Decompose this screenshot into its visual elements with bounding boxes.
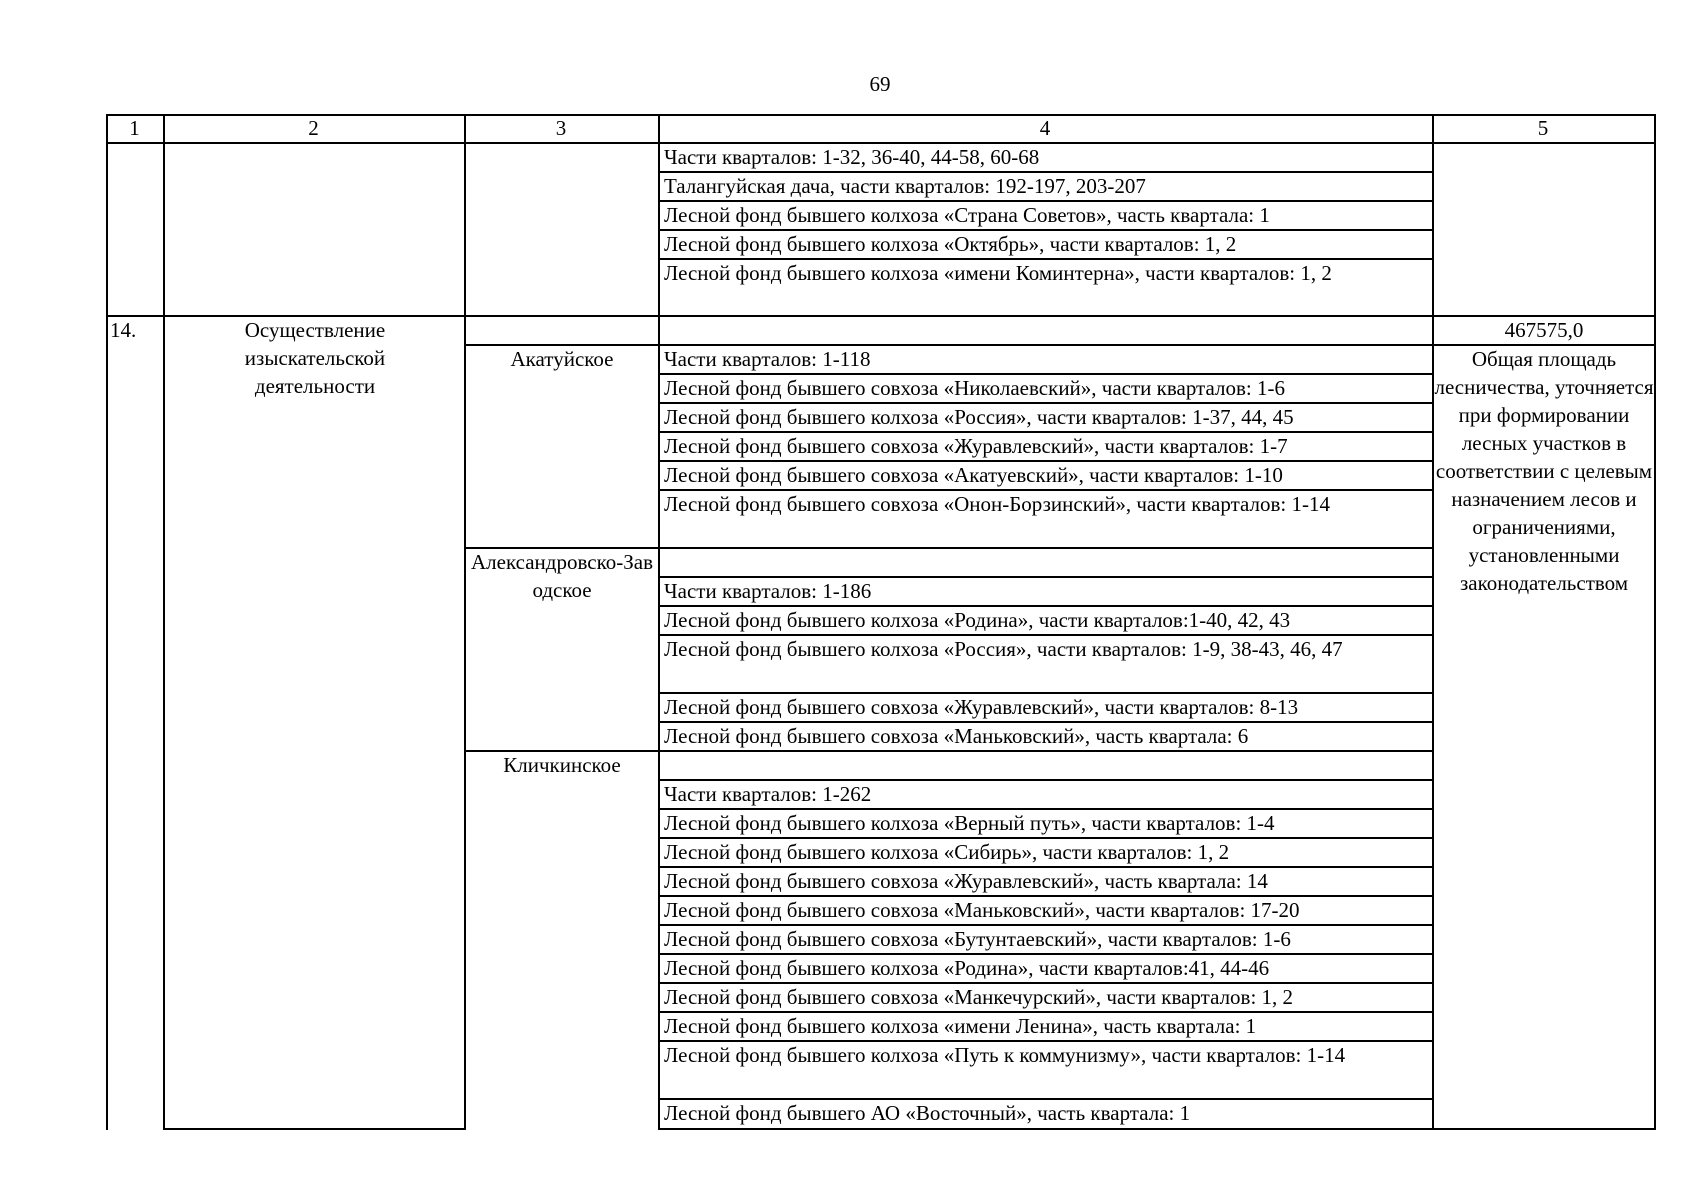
header-col-3: 3 [555, 116, 567, 140]
table-row: Лесной фонд бывшего совхоза «Бутунтаевский», части кварталов: 1-6 [664, 927, 1291, 951]
table-row: Талангуйская дача, части кварталов: 192-197, 203-207 [664, 174, 1146, 198]
table-row: Части кварталов: 1-186 [664, 579, 872, 603]
table-row: Лесной фонд бывшего совхоза «Журавлевский», части кварталов: 1-7 [664, 434, 1288, 458]
table-row: Лесной фонд бывшего колхоза «Сибирь», части кварталов: 1, 2 [664, 840, 1230, 864]
col4-5-bottom-border [658, 1128, 1656, 1130]
table-row: Лесной фонд бывшего совхоза «Онон-Борзинский», части кварталов: 1-14 [664, 492, 1331, 516]
forestry-name: Акатуйское [510, 347, 614, 371]
table-row: Лесной фонд бывшего совхоза «Журавлевский», часть квартала: 14 [664, 869, 1268, 893]
area-note: Общая площадь лесничества, уточняется при формировании лесных участков в соответствии с целевым назначением лесов и ограничениями, установленными законодательством [1434, 347, 1654, 595]
table-row: Лесной фонд бывшего совхоза «Акатуевский», части кварталов: 1-10 [664, 463, 1283, 487]
table-row: Лесной фонд бывшего колхоза «Страна Советов», часть квартала: 1 [664, 203, 1270, 227]
forestry-name: Кличкинское [503, 753, 621, 777]
col-divider-2 [464, 114, 466, 1130]
activity-name: Осуществление изыскательской деятельности [244, 318, 386, 398]
row-number: 14. [110, 318, 137, 342]
total-area: 467575,0 [1504, 318, 1584, 342]
table-row: Лесной фонд бывшего колхоза «Родина», части кварталов:41, 44-46 [664, 956, 1270, 980]
header-col-2: 2 [308, 116, 319, 140]
col2-bottom-border [163, 1128, 466, 1130]
table-border-right [1654, 114, 1656, 1130]
table-row: Лесной фонд бывшего АО «Восточный», часть квартала: 1 [664, 1101, 1191, 1125]
col-divider-1 [163, 114, 165, 1130]
page-number: 69 [869, 72, 891, 96]
col-divider-4 [1432, 114, 1434, 1130]
table-row: Лесной фонд бывшего совхоза «Журавлевский», части кварталов: 8-13 [664, 695, 1299, 719]
table-row: Части кварталов: 1-32, 36-40, 44-58, 60-68 [664, 145, 1040, 169]
table-row: Лесной фонд бывшего колхоза «Путь к коммунизму», части кварталов: 1-14 [664, 1043, 1346, 1067]
table-row: Части кварталов: 1-118 [664, 347, 871, 371]
table-row: Лесной фонд бывшего совхоза «Маньковский», часть квартала: 6 [664, 724, 1249, 748]
table-row: Части кварталов: 1-262 [664, 782, 872, 806]
forestry-table [106, 114, 1656, 1130]
table-row: Лесной фонд бывшего совхоза «Манкечурский», части кварталов: 1, 2 [664, 985, 1294, 1009]
forestry-name: Александровско-Заводское [471, 550, 653, 602]
table-border-left [106, 114, 108, 1130]
table-row: Лесной фонд бывшего колхоза «Октябрь», части кварталов: 1, 2 [664, 232, 1237, 256]
header-col-5: 5 [1537, 116, 1549, 140]
table-row: Лесной фонд бывшего совхоза «Николаевский», части кварталов: 1-6 [664, 376, 1285, 400]
table-row: Лесной фонд бывшего колхоза «имени Коминтерна», части кварталов: 1, 2 [664, 261, 1332, 285]
header-col-1: 1 [129, 116, 140, 140]
header-col-4: 4 [1039, 116, 1051, 140]
table-row: Лесной фонд бывшего колхоза «Россия», части кварталов: 1-37, 44, 45 [664, 405, 1294, 429]
table-row: Лесной фонд бывшего совхоза «Маньковский», части кварталов: 17-20 [664, 898, 1300, 922]
table-row: Лесной фонд бывшего колхоза «имени Ленина», часть квартала: 1 [664, 1014, 1257, 1038]
table-row: Лесной фонд бывшего колхоза «Россия», части кварталов: 1-9, 38-43, 46, 47 [664, 637, 1343, 661]
table-row: Лесной фонд бывшего колхоза «Верный путь», части кварталов: 1-4 [664, 811, 1275, 835]
table-row: Лесной фонд бывшего колхоза «Родина», части кварталов:1-40, 42, 43 [664, 608, 1291, 632]
